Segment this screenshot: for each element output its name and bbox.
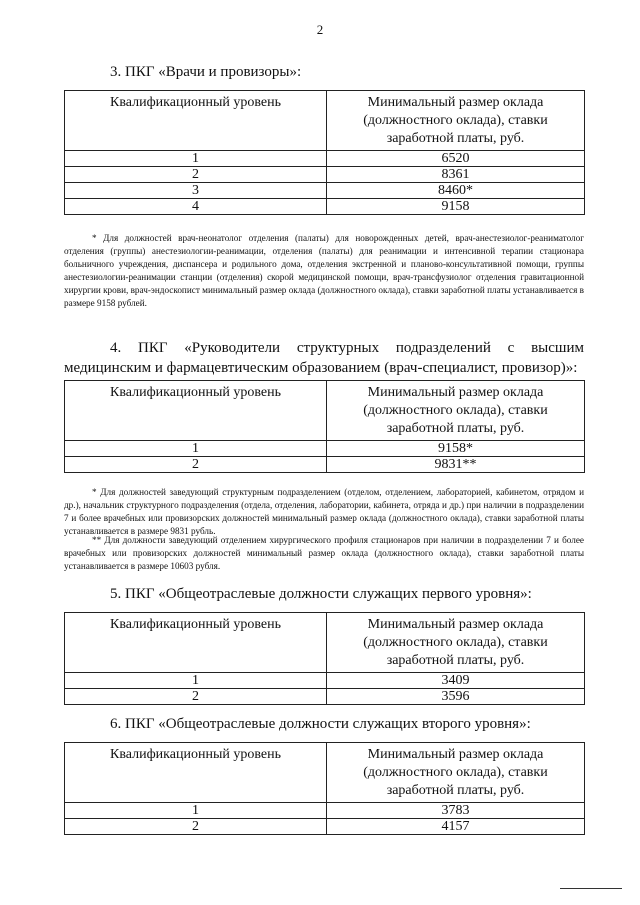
header-qualification-level: Квалификационный уровень [65, 743, 327, 803]
section-5-table [64, 612, 585, 705]
level-cell: 1 [65, 441, 327, 457]
table-row [65, 167, 585, 183]
section-3-title: 3. ПКГ «Врачи и провизоры»: [110, 64, 302, 80]
header-qualification-level: Квалификационный уровень [65, 613, 327, 673]
section-6-table [64, 742, 585, 835]
section-4-title: 4. ПКГ «Руководители структурных подразделений с высшим медицинским и фармацевтическим образованием (врач-специалист, провизор)»: [64, 340, 584, 376]
header-min-salary: Минимальный размер оклада (должностного оклада), ставки заработной платы, руб. [327, 613, 585, 673]
level-cell: 1 [65, 673, 327, 689]
table-header-row [65, 743, 585, 803]
table-row [65, 819, 585, 835]
level-cell: 3 [65, 183, 327, 199]
section-4-footnote-1: * Для должностей заведующий структурным подразделением (отделом, отделением, лабораторией, кабинетом, отрядом и др.), начальник структурного подразделения (отдела, отделения, лаборатории, кабинета, отряда и др.) при наличии в подразделении 7 и более врачебных или провизорских должностей минимальный размер оклада (должностного оклада), ставки заработной платы устанавливается в размере 9831 рубль. [64, 487, 584, 536]
level-cell: 1 [65, 151, 327, 167]
section-6-title: 6. ПКГ «Общеотраслевые должности служащих второго уровня»: [110, 716, 531, 732]
header-min-salary: Минимальный размер оклада (должностного оклада), ставки заработной платы, руб. [327, 91, 585, 151]
section-4-table [64, 380, 585, 473]
table-row [65, 673, 585, 689]
header-min-salary: Минимальный размер оклада (должностного оклада), ставки заработной платы, руб. [327, 743, 585, 803]
value-cell: 8361 [327, 167, 585, 183]
section-3-table [64, 90, 585, 215]
section-4-footnote-2: ** Для должности заведующий отделением хирургического профиля стационаров при наличии в подразделении 7 и более врачебных или провизорских должностей минимальный размер оклада (должностного оклада), ставки заработной платы устанавливается в размере 10603 рубля. [64, 535, 584, 571]
table-row [65, 199, 585, 215]
value-cell: 9831** [327, 457, 585, 473]
value-cell: 3409 [327, 673, 585, 689]
table-header-row [65, 613, 585, 673]
header-qualification-level: Квалификационный уровень [65, 91, 327, 151]
table-row [65, 441, 585, 457]
value-cell: 6520 [327, 151, 585, 167]
level-cell: 1 [65, 803, 327, 819]
table-row [65, 803, 585, 819]
section-3-footnote: * Для должностей врач-неонатолог отделения (палаты) для новорожденных детей, врач-анестезиолог-реаниматолог отделения (группы) анестезиологии-реанимации, отделения (палаты) для реанимации и интенсивной терапии стационара больничного учреждения, диспансера и родильного дома, отделения экстренной и планово-консультативной помощи, группы анестезиологии-реанимации станции (отделения) скорой медицинской помощи, врач-трансфузиолог отделения гравитационной хирургии крови, врач-эндоскопист минимальный размер оклада (должностного оклада), ставки заработной платы устанавливается в размере 9158 рублей. [64, 233, 584, 308]
value-cell: 9158 [327, 199, 585, 215]
level-cell: 2 [65, 689, 327, 705]
table-header-row [65, 381, 585, 441]
page-edge-line [560, 888, 622, 889]
value-cell: 9158* [327, 441, 585, 457]
table-row [65, 689, 585, 705]
header-qualification-level: Квалификационный уровень [65, 381, 327, 441]
level-cell: 4 [65, 199, 327, 215]
table-row [65, 457, 585, 473]
header-min-salary: Минимальный размер оклада (должностного оклада), ставки заработной платы, руб. [327, 381, 585, 441]
table-row [65, 151, 585, 167]
value-cell: 3596 [327, 689, 585, 705]
page-number: 2 [316, 22, 324, 37]
level-cell: 2 [65, 819, 327, 835]
table-row [65, 183, 585, 199]
value-cell: 3783 [327, 803, 585, 819]
level-cell: 2 [65, 457, 327, 473]
table-header-row [65, 91, 585, 151]
value-cell: 4157 [327, 819, 585, 835]
value-cell: 8460* [327, 183, 585, 199]
level-cell: 2 [65, 167, 327, 183]
section-5-title: 5. ПКГ «Общеотраслевые должности служащих первого уровня»: [110, 586, 532, 602]
